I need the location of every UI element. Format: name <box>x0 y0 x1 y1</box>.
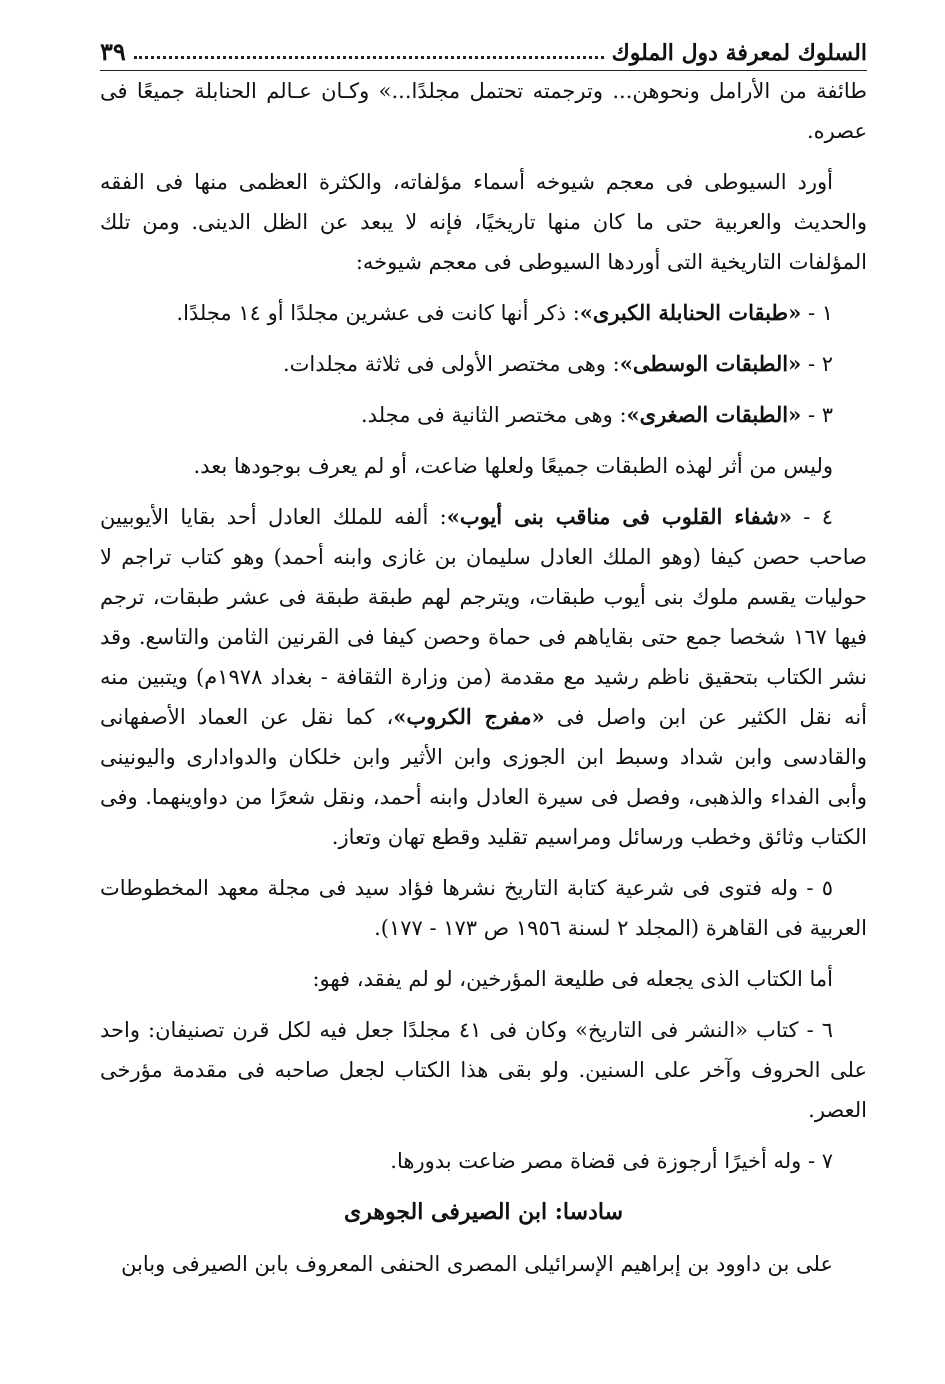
paragraph-lost-note: وليس من أثر لهذه الطبقات جميعًا ولعلها ضاعت، أو لم يعرف بوجودها بعد. <box>193 454 833 478</box>
header-leader-dots <box>134 56 604 59</box>
paragraph-continued: طائفة من الأرامل ونحوهن... وترجمته تحتمل مجلدًا...» وكـان عـالم الحنابلة جميعًا فى عصره. <box>100 79 867 143</box>
item-number: ٢ - <box>801 352 833 376</box>
list-item-4 <box>100 497 867 857</box>
list-item-3 <box>100 395 867 435</box>
list-item-1 <box>100 293 867 333</box>
item-text: : ذكر أنها كانت فى عشرين مجلدًا أو ١٤ مجلدًا. <box>176 301 580 325</box>
item-title: «طبقات الحنابلة الكبرى» <box>579 300 802 325</box>
paragraph-main-book: أما الكتاب الذى يجعله فى طليعة المؤرخين، لو لم يفقد، فهو: <box>312 967 833 991</box>
list-item-7: ٧ - وله أخيرًا أرجوزة فى قضاة مصر ضاعت بدورها. <box>390 1149 833 1173</box>
item-number: ٣ - <box>801 403 833 427</box>
running-header <box>100 30 867 71</box>
list-item-5: ٥ - وله فتوى فى شرعية كتابة التاريخ نشرها فؤاد سيد فى مجلة معهد المخطوطات العربية فى القاهرة (المجلد ٢ لسنة ١٩٥٦ ص ١٧٣ - ١٧٧). <box>100 876 867 940</box>
book-title: السلوك لمعرفة دول الملوك <box>611 40 867 66</box>
item-text-continued: ، كما نقل عن العماد الأصفهانى والقادسى وابن شداد وسبط ابن الجوزى وابن الأثير وابن خلكان والدوادارى واليونينى وأبى الفداء والذهبى، وفصل فى سيرة العادل وابنه أحمد، ونقل شعرًا من دواوينهما. وفى الكتاب وثائق وخطب ورسائل ومراسيم تقليد وقطع تهان وتعاز. <box>100 705 867 849</box>
list-item-2 <box>100 344 867 384</box>
item-title: «الطبقات الصغرى» <box>626 402 802 427</box>
item-number: ١ - <box>801 301 833 325</box>
item-text: : وهى مختصر الثانية فى مجلد. <box>361 403 627 427</box>
item-text: : وهى مختصر الأولى فى ثلاثة مجلدات. <box>282 352 620 376</box>
section-heading: سادسا: ابن الصيرفى الجوهرى <box>343 1199 624 1225</box>
page-number: ٣٩ <box>100 37 126 66</box>
page-body <box>100 71 867 1284</box>
paragraph-intro: أورد السيوطى فى معجم شيوخه أسماء مؤلفاته، والكثرة العظمى منها فى الفقه والحديث والعربية حتى ما كان منها تاريخيًا، فإنه لا يبعد عن الظل الدينى. ومن تلك المؤلفات التاريخية التى أوردها السيوطى فى معجم شيوخه: <box>100 170 867 274</box>
item-title: «الطبقات الوسطى» <box>619 351 802 376</box>
item-number: ٤ - <box>791 505 834 529</box>
list-item-6: ٦ - كتاب «النشر فى التاريخ» وكان فى ٤١ مجلدًا جعل فيه لكل قرن تصنيفان: واحد على الحروف وآخر على السنين. ولو بقى هذا الكتاب لجعل صاحبه فى مقدمة مؤرخى العصر. <box>100 1018 867 1122</box>
item-cited-title: «مفرج الكروب» <box>393 704 545 729</box>
document-page <box>100 30 867 1384</box>
item-text: : ألفه للملك العادل أحد بقايا الأيوبيين صاحب حصن كيفا (وهو الملك العادل سليمان بن غازى وابنه أحمد) وهو كتاب تراجم لا حوليات يقسم ملوك بنى أيوب طبقات، ويترجم لهم طبقة طبقة فى عشر طبقات، ترجم فيها ١٦٧ شخصا جمع حتى بقاياهم فى حماة وحصن كيفا فى القرنين الثامن والتاسع. وقد نشر الكتاب بتحقيق ناظم رشيد مع مقدمة (من وزارة الثقافة - بغداد ١٩٧٨م) ويتبين منه أنه نقل الكثير عن ابن واصل فى <box>100 505 868 729</box>
paragraph-biography: على بن داوود بن إبراهيم الإسرائيلى المصرى الحنفى المعروف بابن الصيرفى وبابن <box>121 1252 833 1276</box>
item-title: «شفاء القلوب فى مناقب بنى أيوب» <box>446 504 792 529</box>
